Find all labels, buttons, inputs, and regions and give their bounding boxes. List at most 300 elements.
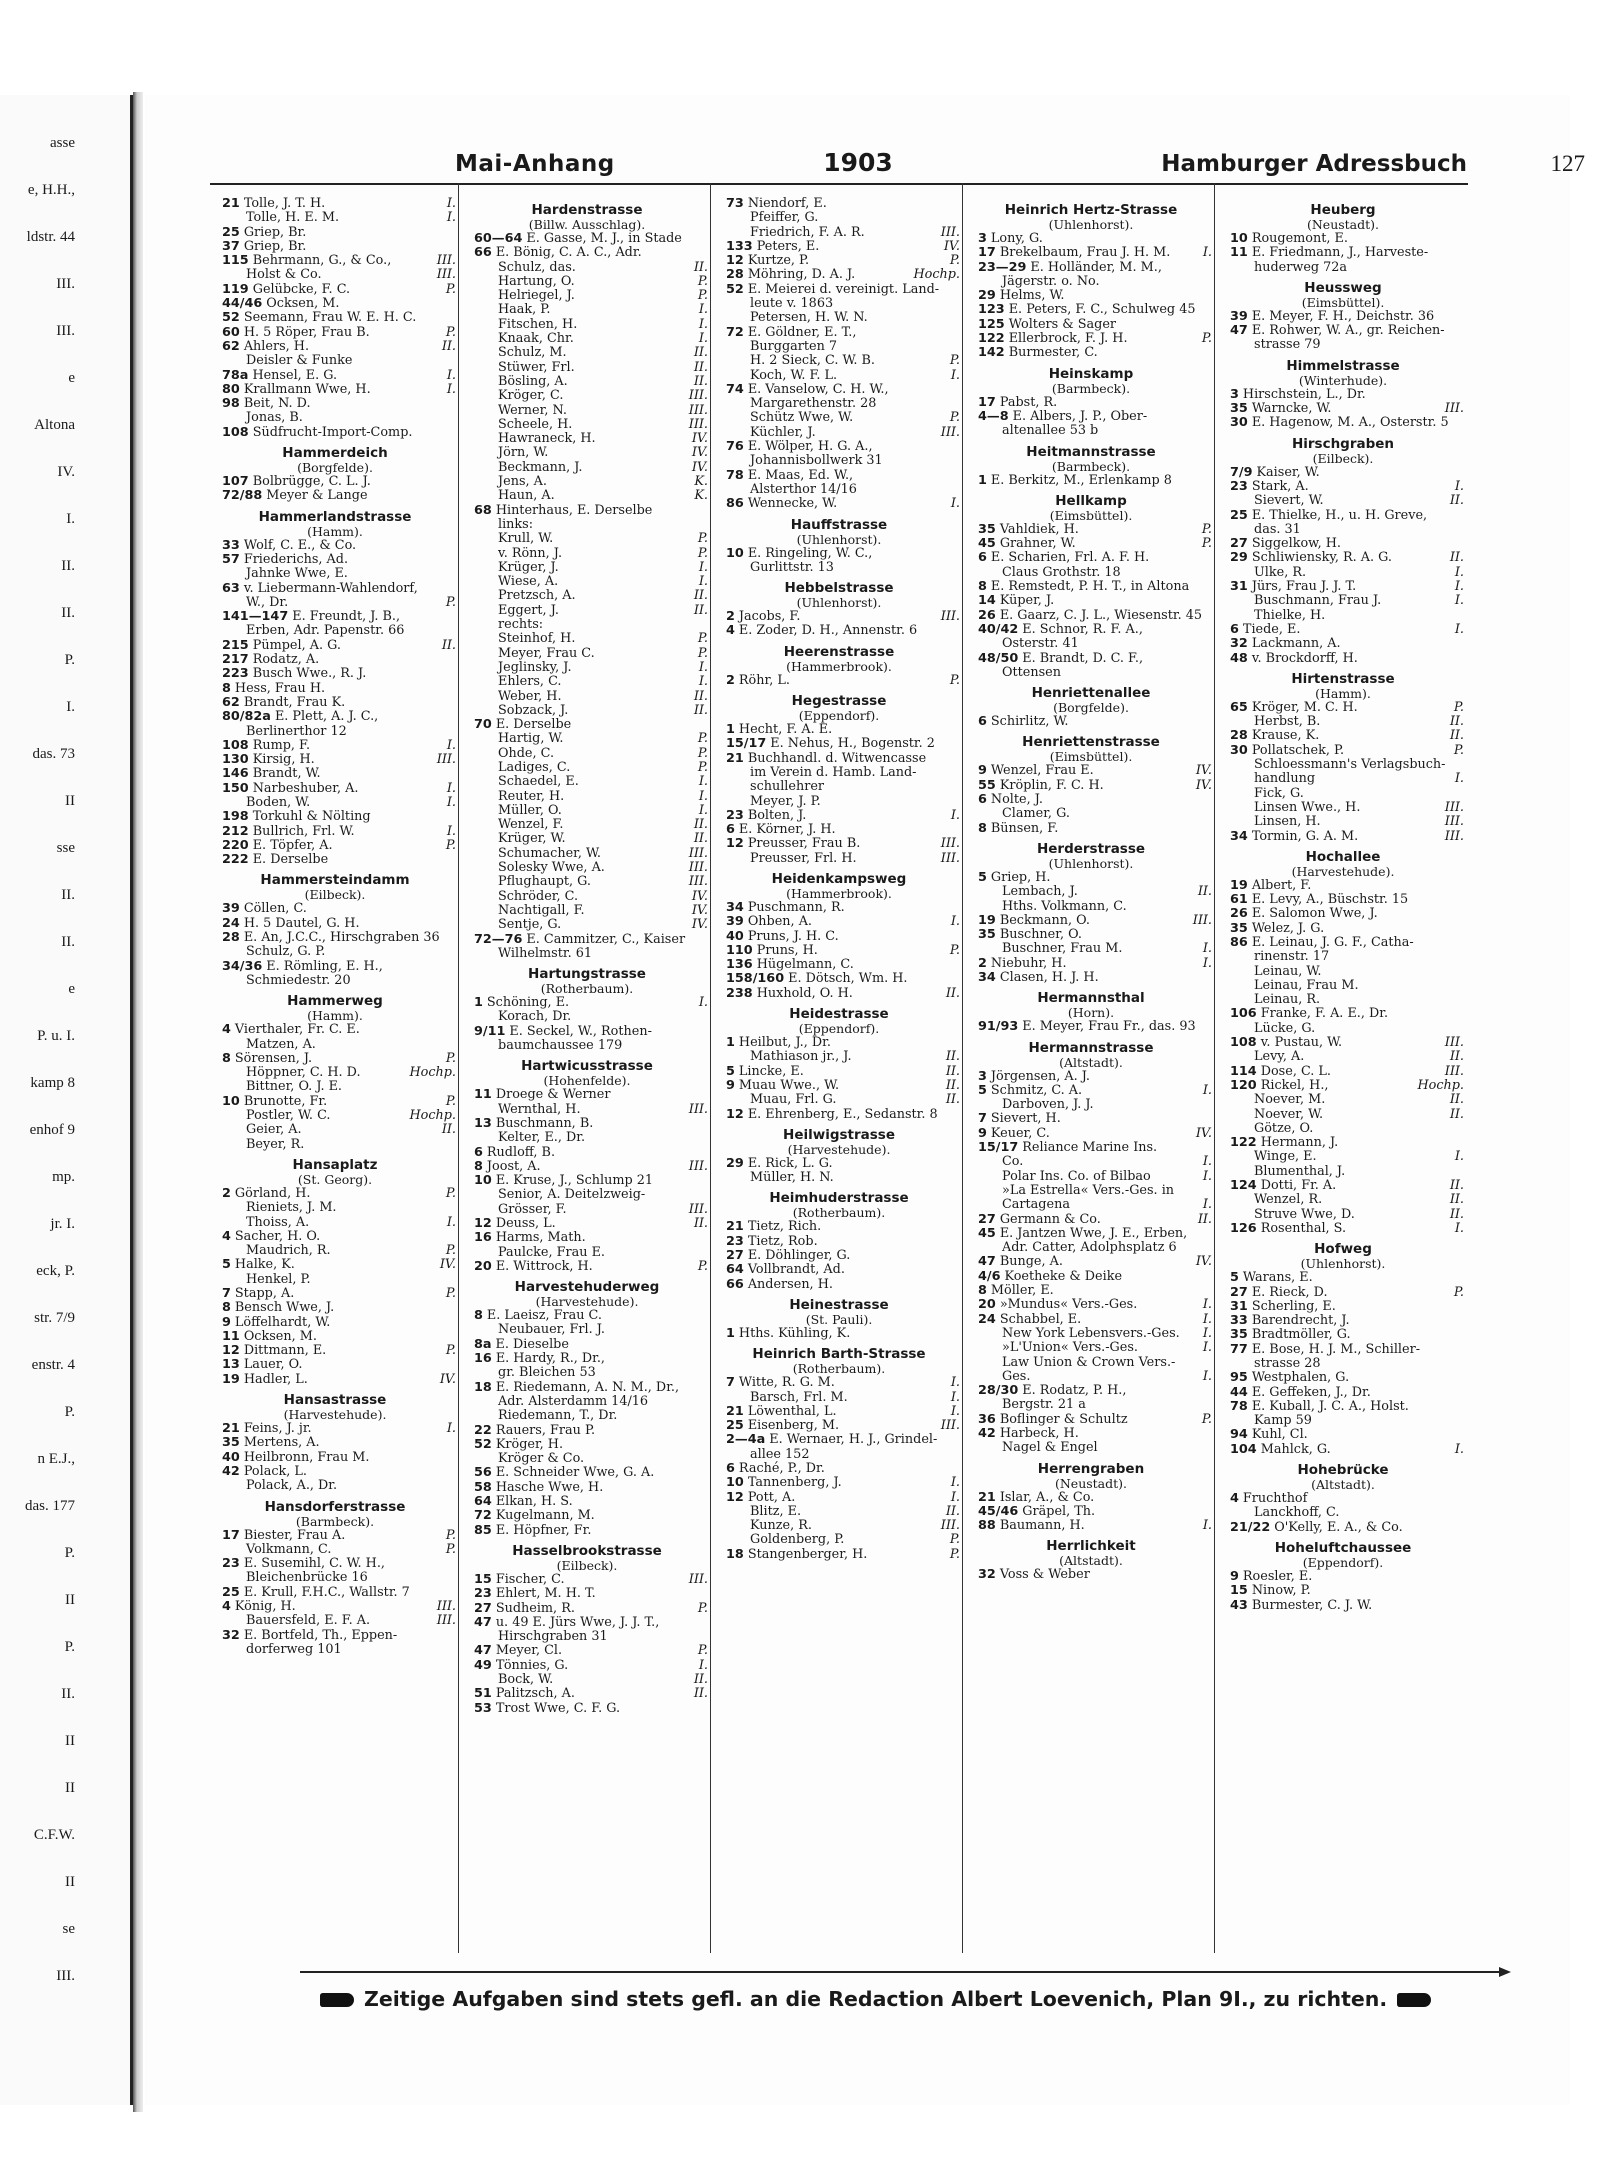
resident-name: Südfrucht-Import-Comp.: [252, 424, 413, 440]
adjacent-page-fragment: se: [62, 1921, 75, 1937]
address-entry: [210, 1629, 460, 1643]
address-entry: [1218, 1506, 1468, 1520]
resident-name: Jonas, B.: [246, 410, 303, 426]
adjacent-page-fragment: II: [65, 1874, 75, 1890]
address-entry: [210, 839, 460, 853]
resident-name: Schröder, C.: [498, 888, 579, 904]
address-entry: [210, 1287, 460, 1301]
floor-label: I.: [1202, 245, 1212, 261]
resident-name: Winge, E.: [1254, 1149, 1317, 1165]
house-number: 56: [474, 1465, 492, 1481]
address-entry: [210, 211, 460, 225]
resident-name: leute v. 1863: [750, 296, 834, 312]
house-number: 85: [474, 1522, 492, 1538]
address-entry: [714, 823, 964, 837]
address-entry: [1218, 787, 1468, 801]
resident-name: Reliance Marine Ins.: [1022, 1140, 1158, 1156]
house-number: 57: [222, 551, 240, 567]
address-entry: [714, 1519, 964, 1533]
address-entry: [714, 483, 964, 497]
resident-name: Feins, J. jr.: [243, 1421, 312, 1437]
floor-label: III.: [1444, 814, 1464, 830]
address-entry: [462, 1103, 712, 1117]
house-number: 15: [1230, 1583, 1248, 1599]
house-number: 6: [978, 792, 987, 808]
address-entry: [966, 793, 1216, 807]
house-number: 10: [726, 1475, 744, 1491]
address-entry: [1218, 1093, 1468, 1107]
house-number: 72—76: [474, 931, 523, 947]
resident-name: Koch, W. F. L.: [750, 367, 838, 383]
house-number: 5: [1230, 1270, 1239, 1286]
floor-label: P.: [445, 1541, 456, 1557]
resident-name: Mertens, A.: [243, 1435, 320, 1451]
resident-name: E. Schnor, R. F. A.,: [1022, 621, 1143, 637]
address-entry: [1218, 416, 1468, 430]
resident-name: Bergstr. 21 a: [1002, 1397, 1086, 1413]
district-label: (Eimsbüttel).: [1049, 507, 1133, 523]
floor-label: I.: [1454, 593, 1464, 609]
house-number: 223: [222, 666, 249, 682]
district-label: (Borgfelde).: [297, 460, 373, 476]
house-number: 72: [474, 1508, 492, 1524]
house-number: 42: [978, 1426, 996, 1441]
resident-name: Postler, W. C.: [246, 1108, 331, 1124]
address-entry: [966, 1270, 1216, 1284]
address-entry: [714, 354, 964, 368]
resident-name: H. 2 Sieck, C. W. B.: [750, 353, 875, 369]
floor-label: P.: [949, 672, 960, 688]
floor-label: III.: [1192, 912, 1212, 928]
address-entry: [1218, 494, 1468, 508]
street-heading: Harvestehuderweg: [514, 1279, 660, 1296]
house-number: 141—147: [222, 609, 289, 625]
resident-name: E. Gasse, M. J., in Stade: [526, 231, 682, 246]
resident-name: Erben, Adr. Papenstr. 66: [246, 623, 405, 639]
house-number: 9: [222, 1314, 231, 1330]
address-entry: [966, 1341, 1216, 1355]
house-number: 2—4a: [726, 1432, 766, 1448]
house-number: 80/82a: [222, 709, 271, 725]
house-number: 65: [1230, 699, 1248, 715]
adjacent-page-fragment: I.: [66, 511, 75, 527]
resident-name: Claus Grothstr. 18: [1002, 564, 1121, 580]
resident-name: Kugelmann, M.: [495, 1508, 595, 1524]
street-heading: Hartwicusstrasse: [521, 1058, 653, 1075]
adjacent-page-fragment: III.: [56, 1968, 75, 1984]
resident-name: Stüwer, Frl.: [498, 359, 575, 375]
resident-name: Pretzsch, A.: [498, 588, 576, 604]
resident-name: Hawraneck, H.: [498, 431, 596, 447]
address-entry: [462, 532, 712, 546]
house-number: 10: [726, 545, 744, 561]
house-number: 18: [474, 1379, 492, 1395]
floor-label: III.: [688, 874, 708, 890]
address-entry: [1218, 402, 1468, 416]
floor-label: P.: [1201, 331, 1212, 347]
resident-name: Albert, F.: [1251, 877, 1312, 893]
resident-name: Lanckhoff, C.: [1254, 1505, 1340, 1521]
resident-name: Ladiges, C.: [498, 759, 571, 775]
resident-name: E. Levy, A., Büschstr. 15: [1251, 892, 1409, 908]
house-number: 6: [1230, 621, 1239, 637]
floor-label: P.: [697, 1600, 708, 1616]
address-entry: [210, 931, 460, 945]
resident-name: Clasen, H. J. H.: [999, 969, 1099, 985]
house-number: 27: [474, 1600, 492, 1616]
address-entry: [462, 1616, 712, 1630]
address-entry: [1218, 830, 1468, 844]
house-number: 215: [222, 637, 249, 653]
floor-label: I.: [1454, 1149, 1464, 1165]
address-entry: [210, 1586, 460, 1600]
house-number: 4—8: [978, 408, 1009, 424]
address-entry: [210, 696, 460, 710]
resident-name: Blitz, E.: [750, 1503, 802, 1519]
floor-label: I.: [1454, 1441, 1464, 1457]
resident-name: Jörgensen, A. J.: [990, 1068, 1090, 1084]
address-entry: [966, 871, 1216, 885]
resident-name: Polack, A., Dr.: [246, 1478, 338, 1494]
resident-name: Burmester, C. J. W.: [1251, 1597, 1373, 1613]
floor-label: I.: [950, 807, 960, 823]
floor-label: P.: [697, 759, 708, 775]
floor-label: II.: [1449, 550, 1464, 566]
house-number: 3: [1230, 386, 1239, 402]
house-number: 78: [726, 467, 744, 483]
house-number: 27: [1230, 1284, 1248, 1300]
address-entry: [462, 489, 712, 503]
address-entry: [462, 1602, 712, 1616]
resident-name: Krallmann Wwe, H.: [243, 381, 371, 397]
district-label: (Barmbeck).: [295, 1513, 375, 1529]
address-entry: [210, 1258, 460, 1272]
address-entry: [210, 383, 460, 397]
resident-name: Müller, O.: [498, 802, 562, 818]
resident-name: E. Cammitzer, C., Kaiser: [526, 931, 686, 947]
house-number: 44: [1230, 1384, 1248, 1400]
house-number: 146: [222, 766, 249, 782]
address-entry: [210, 1422, 460, 1436]
address-entry: [966, 1155, 1216, 1169]
house-number: 23: [726, 1233, 744, 1249]
floor-label: II.: [441, 1122, 456, 1138]
house-number: 98: [222, 396, 240, 412]
address-entry: [966, 289, 1216, 303]
house-number: 21/22: [1230, 1519, 1271, 1535]
resident-name: Scherling, E.: [1251, 1298, 1336, 1314]
resident-name: Jägerstr. o. No.: [1002, 273, 1100, 289]
resident-name: Pruns, H.: [756, 942, 818, 958]
resident-name: Barsch, Frl. M.: [750, 1389, 848, 1405]
resident-name: Schaedel, E.: [498, 774, 579, 790]
address-entry: [462, 632, 712, 646]
floor-label: II.: [1449, 493, 1464, 509]
floor-label: P.: [1201, 521, 1212, 537]
adjacent-page-fragment: P.: [64, 652, 75, 668]
resident-name: Ellerbrock, F. J. H.: [1008, 331, 1128, 347]
floor-label: I.: [698, 574, 708, 590]
address-entry: [714, 1093, 964, 1107]
floor-label: I.: [1202, 1154, 1212, 1170]
adjacent-page-fragment: sse: [56, 840, 75, 856]
address-entry: [714, 254, 964, 268]
floor-label: P.: [445, 1185, 456, 1201]
street-heading: Heidestrasse: [789, 1006, 889, 1023]
floor-label: III.: [1444, 828, 1464, 844]
house-number: 34: [726, 899, 744, 915]
address-entry: [462, 1160, 712, 1174]
adjacent-page-fragment: Altona: [34, 417, 75, 433]
house-number: 1: [474, 995, 483, 1011]
house-number: 17: [978, 245, 996, 261]
address-entry: [462, 275, 712, 289]
address-entry: [462, 375, 712, 389]
resident-name: Sudheim, R.: [495, 1600, 575, 1616]
address-entry: [966, 1427, 1216, 1441]
address-entry: [714, 369, 964, 383]
address-entry: [1218, 623, 1468, 637]
address-entry: [1218, 1022, 1468, 1036]
resident-name: Ohben, A.: [747, 914, 812, 930]
address-entry: [966, 779, 1216, 793]
resident-name: Schliwiensky, R. A. G.: [1251, 550, 1393, 566]
resident-name: Rump, F.: [252, 737, 311, 753]
street-heading: Heussweg: [1304, 279, 1382, 296]
address-entry: [1218, 1599, 1468, 1613]
floor-label: IV.: [439, 1371, 456, 1387]
street-heading: Heimhuderstrasse: [769, 1190, 909, 1207]
address-entry: [462, 1217, 712, 1231]
house-number: 122: [978, 331, 1005, 347]
street-heading: Herrlichkeit: [1046, 1538, 1136, 1555]
district-label: (Harvestehude).: [787, 1141, 891, 1157]
floor-label: I.: [698, 1657, 708, 1673]
address-entry: [210, 624, 460, 638]
resident-name: E. Zoder, D. H., Annenstr. 6: [738, 623, 918, 639]
resident-name: Rieniets, J. M.: [246, 1200, 337, 1216]
district-label: (Uhlenhorst).: [1300, 1256, 1386, 1272]
adjacent-page-fragment: kamp 8: [30, 1075, 75, 1091]
address-entry: [1218, 893, 1468, 907]
address-entry: [1218, 1521, 1468, 1535]
district-label: (Eimsbüttel).: [1049, 749, 1133, 765]
house-number: 63: [222, 580, 240, 596]
house-number: 222: [222, 852, 249, 868]
house-number: 49: [474, 1657, 492, 1673]
house-number: 48/50: [978, 650, 1019, 666]
house-number: 119: [222, 281, 249, 297]
adjacent-page-fragment: e: [68, 981, 75, 997]
floor-label: I.: [446, 210, 456, 226]
address-entry: [966, 1491, 1216, 1505]
address-entry: [462, 1466, 712, 1480]
address-entry: [1218, 729, 1468, 743]
adjacent-page-fragment: das. 73: [32, 746, 75, 762]
house-number: 15: [474, 1571, 492, 1587]
address-entry: [462, 1509, 712, 1523]
address-entry: [1218, 652, 1468, 666]
address-entry: [966, 1313, 1216, 1327]
floor-label: III.: [688, 1571, 708, 1587]
address-entry: [1218, 1328, 1468, 1342]
house-number: 27: [726, 1248, 744, 1264]
resident-name: Jürs, Frau J. J. T.: [1251, 579, 1357, 595]
resident-name: Deisler & Funke: [246, 353, 353, 369]
address-entry: [714, 297, 964, 311]
address-entry: [210, 1123, 460, 1137]
house-number: 86: [726, 496, 744, 512]
address-entry: [210, 539, 460, 553]
district-label: (Eppendorf).: [798, 1021, 880, 1037]
address-entry: [1218, 1150, 1468, 1164]
street-heading: Hammerweg: [287, 993, 383, 1010]
address-entry: [210, 283, 460, 297]
district-label: (Borgfelde).: [1053, 700, 1129, 716]
resident-name: Hadler, L.: [243, 1371, 308, 1387]
house-number: 125: [978, 316, 1005, 332]
adjacent-page-fragment: asse: [50, 135, 75, 151]
house-number: 33: [1230, 1313, 1248, 1329]
house-number: 115: [222, 253, 249, 269]
address-entry: [462, 547, 712, 561]
resident-name: Eggert, J.: [498, 602, 559, 618]
address-entry: [966, 914, 1216, 928]
resident-name: handlung: [1254, 771, 1316, 787]
street-heading: Heidenkampsweg: [771, 870, 907, 887]
house-number: 6: [726, 822, 735, 838]
house-number: 198: [222, 809, 249, 825]
floor-label: III.: [1444, 799, 1464, 815]
address-entry: [966, 957, 1216, 971]
house-number: 28/30: [978, 1383, 1019, 1399]
address-entry: [210, 1301, 460, 1315]
address-entry: [714, 795, 964, 809]
address-entry: [714, 240, 964, 254]
resident-name: Küper, J.: [999, 593, 1055, 609]
pointing-hand-icon: [1397, 1993, 1431, 2007]
house-number: 30: [1230, 415, 1248, 431]
address-entry: [1218, 388, 1468, 402]
district-label: (Neustadt).: [1054, 1475, 1128, 1491]
resident-name: Gurlittstr. 13: [750, 559, 834, 575]
address-entry: [966, 318, 1216, 332]
resident-name: Lauer, O.: [243, 1357, 303, 1373]
address-entry: [462, 918, 712, 932]
resident-name: Droege & Werner: [495, 1087, 611, 1103]
floor-label: IV.: [1195, 1254, 1212, 1270]
house-number: 77: [1230, 1341, 1248, 1357]
address-entry: [714, 226, 964, 240]
resident-name: New York Lebensvers.-Ges.: [1002, 1325, 1180, 1341]
address-entry: [462, 1659, 712, 1673]
address-entry: [1218, 637, 1468, 651]
resident-name: v. Rönn, J.: [498, 545, 563, 561]
address-entry: [210, 340, 460, 354]
house-number: 23: [726, 807, 744, 823]
resident-name: Linsen, H.: [1254, 814, 1321, 830]
resident-name: Darboven, J. J.: [1002, 1097, 1094, 1113]
house-number: 3: [978, 231, 987, 246]
resident-name: Holst & Co.: [246, 267, 322, 283]
floor-label: I.: [1202, 1168, 1212, 1184]
resident-name: Jacobs, F.: [738, 609, 801, 625]
address-entry: [210, 1316, 460, 1330]
resident-name: E. Wittrock, H.: [495, 1258, 593, 1274]
floor-label: IV.: [691, 459, 708, 475]
resident-name: E. Wölper, H. G. A.,: [747, 439, 873, 455]
district-label: (Horn).: [1067, 1005, 1115, 1021]
floor-label: P.: [949, 1546, 960, 1562]
resident-name: dorferweg 101: [246, 1641, 342, 1657]
resident-name: Löwenthal, L.: [747, 1403, 837, 1419]
address-entry: [714, 752, 964, 766]
page-number: 127: [1550, 151, 1585, 176]
adjacent-page-fragment: II.: [61, 934, 75, 950]
house-number: 4/6: [978, 1268, 1001, 1284]
resident-name: E. Seckel, W., Rothen-: [509, 1023, 652, 1039]
address-entry: [1218, 594, 1468, 608]
floor-label: I.: [698, 659, 708, 675]
address-entry: [462, 1039, 712, 1053]
resident-name: Krull, W.: [498, 531, 554, 547]
resident-name: Schulz, M.: [498, 345, 567, 361]
address-entry: [462, 1246, 712, 1260]
address-entry: [1218, 979, 1468, 993]
address-entry: [210, 653, 460, 667]
resident-name: Schabbel, E.: [999, 1311, 1082, 1327]
address-entry: [462, 690, 712, 704]
resident-name: Tietz, Rob.: [747, 1233, 818, 1249]
address-entry: [1218, 744, 1468, 758]
address-entry: [462, 1702, 712, 1716]
resident-name: Schulz, G. P.: [246, 944, 326, 960]
house-number: 8: [222, 1050, 231, 1066]
address-entry: [462, 747, 712, 761]
resident-name: Cartagena: [1002, 1197, 1070, 1213]
address-entry: [210, 753, 460, 767]
address-entry: [714, 1263, 964, 1277]
address-entry: [966, 652, 1216, 666]
floor-label: I.: [698, 674, 708, 690]
resident-name: Leinau, Frau M.: [1254, 977, 1359, 993]
address-entry: [1218, 1570, 1468, 1584]
house-number: 35: [1230, 920, 1248, 936]
house-number: 122: [1230, 1135, 1257, 1151]
floor-label: P.: [697, 545, 708, 561]
resident-name: Tolle, H. E. M.: [246, 210, 340, 226]
address-entry: [714, 610, 964, 624]
address-entry: [210, 810, 460, 824]
address-entry: [462, 775, 712, 789]
street-heading: Hasselbrookstrasse: [512, 1542, 662, 1559]
address-entry: [714, 383, 964, 397]
resident-name: Lackmann, A.: [1251, 636, 1341, 652]
resident-name: Harms, Math.: [495, 1230, 586, 1246]
address-entry: [462, 718, 712, 732]
floor-label: P.: [1453, 742, 1464, 758]
resident-name: Helms, W.: [999, 288, 1065, 304]
address-entry: [462, 1409, 712, 1423]
resident-name: Buschner, Frau M.: [1002, 941, 1123, 957]
house-number: 21: [726, 1219, 744, 1235]
district-label: (Harvestehude).: [1291, 863, 1395, 879]
house-number: 220: [222, 837, 249, 853]
column-separator: [458, 183, 459, 1953]
house-number: 51: [474, 1686, 492, 1702]
floor-label: II.: [693, 831, 708, 847]
house-number: 86: [1230, 934, 1248, 950]
